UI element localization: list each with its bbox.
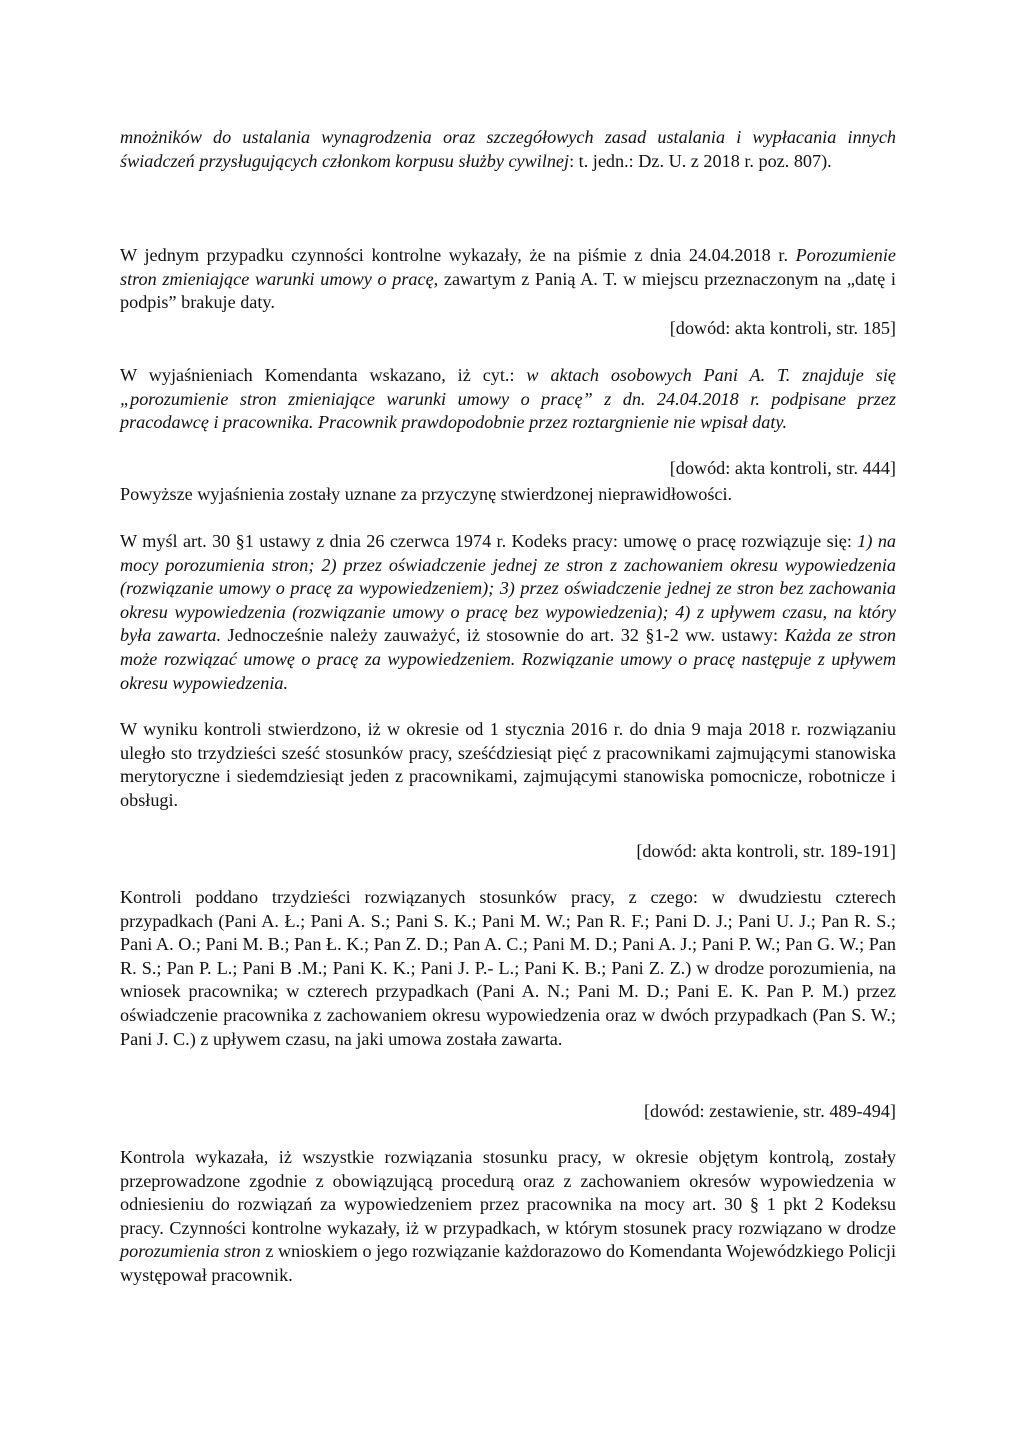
evidence-reference-3: [dowód: akta kontroli, str. 189-191] <box>636 841 896 861</box>
paragraph-explanations <box>120 364 896 435</box>
paragraph-conclusion: Powyższe wyjaśnienia zostały uznane za przyczynę stwierdzonej nieprawidłowości. <box>120 484 733 504</box>
quote-italic: 1) na mocy porozumienia stron; 2) przez oświadczenie jednej ze stron z zachowaniem okresu wypowiedzenia (rozwiązanie umowy o pracę za wypowiedzeniem); 3) przez oświadczenie jednej ze stron bez zachowania okresu wypowiedzenia (rozwiązanie umowy o pracę bez wypowiedzenia); 4) z upływem czasu, na który była zawarta. <box>120 531 897 646</box>
text-run: Jednocześnie należy zauważyć, iż stosownie do art. 32 §1-2 ww. ustawy: <box>221 625 785 646</box>
text-run: zawartym z Panią A. T. w miejscu przeznaczonym na „datę i podpis” brakuje daty. <box>120 268 896 313</box>
paragraph-missing-date <box>120 244 896 315</box>
evidence-reference-4: [dowód: zestawienie, str. 489-494] <box>643 1101 896 1121</box>
paragraph-labour-code <box>120 530 896 695</box>
evidence-reference-2: [dowód: akta kontroli, str. 444] <box>669 458 896 478</box>
evidence-reference-1: [dowód: akta kontroli, str. 185] <box>669 318 896 338</box>
text-run: Kontrola wykazała, iż wszystkie rozwiązania stosunku pracy, w okresie objętym kontrolą, zostały przeprowadzone zgodnie z obowiązującą procedurą oraz z zachowaniem okresów wypowiedzenia w odniesieniu do rozwiązań za wypowiedzeniem przez pracownika na mocy art. 30 § 1 pkt 2 Kodeksu pracy. Czynności kontrolne wykazały, iż w przypadkach, w którym stosunek pracy rozwiązano w drodze <box>120 1147 896 1238</box>
paragraph-continuation <box>120 126 896 173</box>
text-run: W wyjaśnieniach Komendanta wskazano, iż cyt.: <box>120 365 527 385</box>
paragraph-cases: Kontroli poddano trzydzieści rozwiązanych stosunków pracy, z czego: w dwudziestu czterech przypadkach (Pani A. Ł.; Pani A. S.; Pani S. K.; Pani M. W.; Pan R. F.; Pani D. J.; Pani U. J.; Pan R. S.; Pani A. O.; Pani M. B.; Pan Ł. K.; Pan Z. D.; Pan A. C.; Pani M. D.; Pani A. J.; Pani P. W.; Pan G. W.; Pan R. S.; Pan P. L.; Pani B .M.; Pani K. K.; Pani J. P.- L.; Pani K. B.; Pani Z. Z.) w drodze porozumienia, na wniosek pracownika; w czterech przypadkach (Pani A. N.; Pani M. D.; Pani E. K. Pan P. M.) przez oświadczenie pracownika z zachowaniem okresu wypowiedzenia oraz w dwóch przypadkach (Pan S. W.; Pani J. C.) z upływem czasu, na jaki umowa została zawarta. <box>120 887 896 1049</box>
paragraph-findings: W wyniku kontroli stwierdzono, iż w okresie od 1 stycznia 2016 r. do dnia 9 maja 2018 r. rozwiązaniu uległo sto trzydzieści sześć stosunków pracy, sześćdziesiąt pięć z pracownikami zajmującymi stanowiska merytoryczne i siedemdziesiąt jeden z pracownikami, zajmującymi stanowiska pomocnicze, robotnicze i obsługi. <box>120 719 896 810</box>
quote-italic: w aktach osobowych Pani A. T. znajduje się „porozumienie stron zmieniające warunki umowy o pracę” z dn. 24.04.2018 r. podpisane przez pracodawcę i pracownika. Pracownik prawdopodobnie przez roztargnienie nie wpisał daty. <box>120 365 896 433</box>
text-run: W jednym przypadku czynności kontrolne wykazały, że na piśmie z dnia 24.04.2018 r. <box>120 245 788 265</box>
text-run: z wnioskiem o jego rozwiązanie każdorazowo do Komendanta Wojewódzkiego Policji występował pracownik. <box>120 1241 896 1285</box>
act-citation: : t. jedn.: Dz. U. z 2018 r. poz. 807). <box>569 150 832 171</box>
term-italic: porozumienia stron <box>120 1241 261 1262</box>
paragraph-procedure <box>120 1146 896 1288</box>
act-title-italic: mnożników do ustalania wynagrodzenia oraz szczegółowych zasad ustalania i wypłacania innych świadczeń przysługujących członkom korpusu służby cywilnej <box>120 127 896 171</box>
text-run: W myśl art. 30 §1 ustawy z dnia 26 czerwca 1974 r. Kodeks pracy: umowę o pracę rozwiązuje się: <box>120 531 858 551</box>
document-title-italic: Porozumienie stron zmieniające warunki umowy o pracę, <box>120 245 897 289</box>
quote-italic: Każda ze stron może rozwiązać umowę o pracę za wypowiedzeniem. Rozwiązanie umowy o pracę następuje z upływem okresu wypowiedzenia. <box>120 625 896 693</box>
